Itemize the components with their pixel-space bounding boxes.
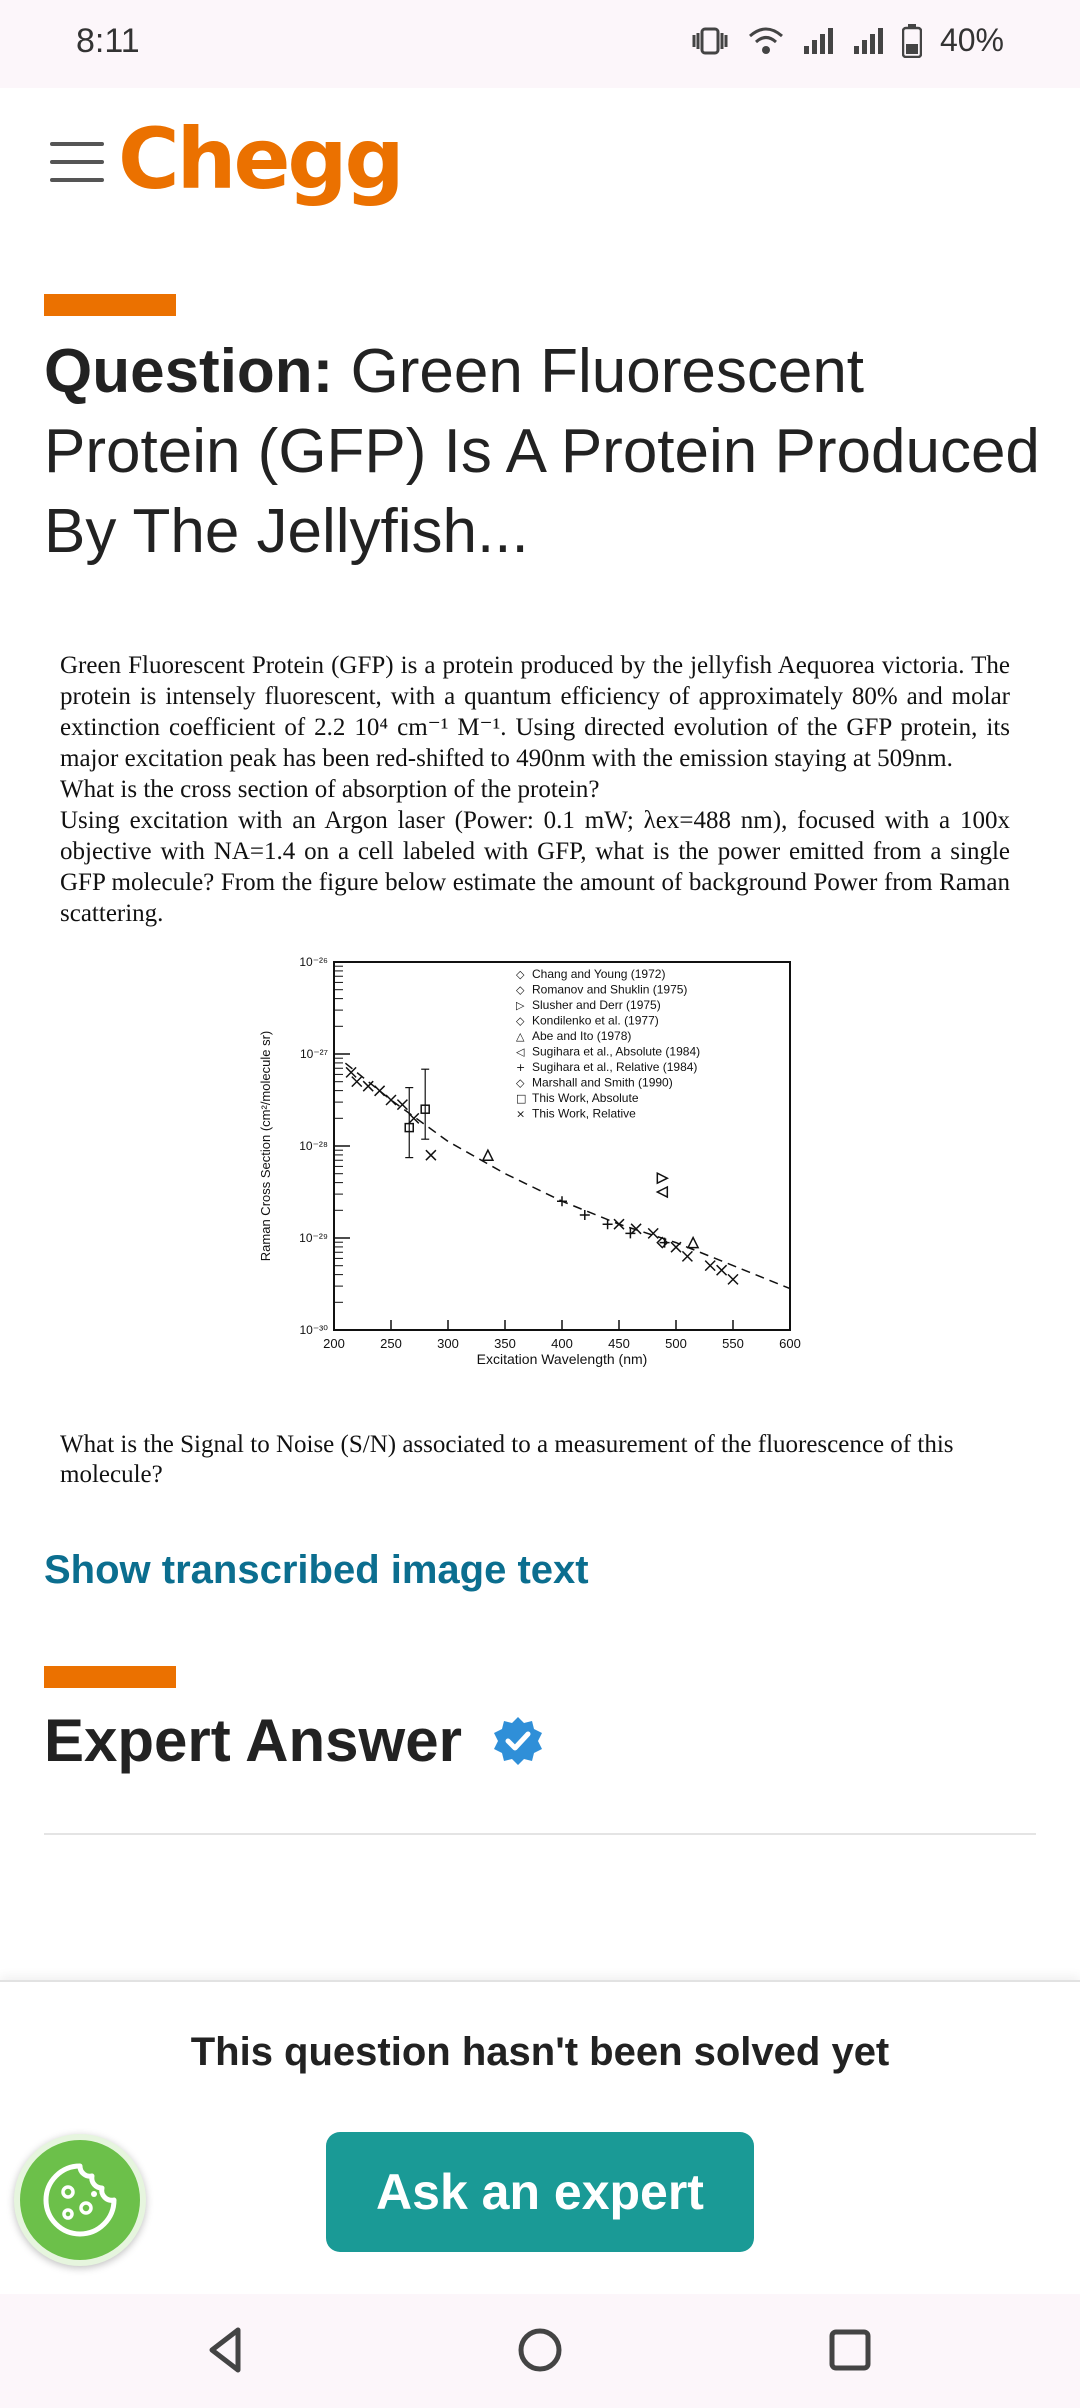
unsolved-message: This question hasn't been solved yet xyxy=(190,2030,890,2074)
legend-symbol: △ xyxy=(516,1030,525,1043)
y-tick-label: 10⁻²⁸ xyxy=(299,1139,328,1153)
legend-symbol: ◁ xyxy=(516,1045,525,1059)
raman-chart xyxy=(250,950,890,1370)
expert-answer-heading xyxy=(44,1706,544,1775)
data-point xyxy=(352,1077,362,1087)
signal-icon xyxy=(802,26,834,56)
expert-answer-title: Expert Answer xyxy=(44,1707,462,1774)
data-point xyxy=(671,1242,681,1252)
data-point xyxy=(625,1228,635,1238)
y-axis-label: Raman Cross Section (cm²/molecule sr) xyxy=(258,1030,273,1262)
x-tick-label: 250 xyxy=(380,1336,402,1351)
data-point xyxy=(705,1261,715,1271)
chegg-logo[interactable]: Chegg xyxy=(118,110,402,208)
data-point xyxy=(603,1219,613,1229)
data-point xyxy=(426,1150,436,1160)
data-point xyxy=(688,1238,698,1248)
legend-symbol: + xyxy=(516,1061,526,1074)
legend-label: This Work, Absolute xyxy=(532,1091,639,1105)
data-point xyxy=(346,1067,356,1077)
legend-symbol: × xyxy=(516,1107,526,1121)
legend-symbol: ◇ xyxy=(516,1076,525,1090)
legend-symbol: ◇ xyxy=(516,1014,525,1028)
status-time: 8:11 xyxy=(76,22,140,60)
status-bar xyxy=(0,0,1080,88)
data-point xyxy=(397,1100,407,1110)
chart-svg xyxy=(250,950,890,1370)
x-tick-label: 550 xyxy=(722,1336,744,1351)
data-point xyxy=(557,1196,567,1206)
legend-label: Slusher and Derr (1975) xyxy=(532,998,661,1012)
data-point xyxy=(614,1219,624,1229)
y-tick-label: 10⁻²⁶ xyxy=(299,955,328,969)
ask-expert-button[interactable]: Ask an expert xyxy=(326,2132,754,2252)
x-tick-label: 600 xyxy=(779,1336,801,1351)
data-point xyxy=(657,1187,667,1197)
question-title-text: Green Fluorescent Protein (GFP) Is A Protein Produced By The Jellyfish... xyxy=(44,337,1040,566)
x-tick-label: 200 xyxy=(323,1336,345,1351)
cookie-settings-button[interactable] xyxy=(14,2134,146,2266)
hamburger-menu-icon[interactable] xyxy=(50,142,104,186)
legend-symbol: ▷ xyxy=(516,999,525,1012)
divider xyxy=(44,1833,1036,1835)
legend-label: Sugihara et al., Absolute (1984) xyxy=(532,1044,701,1059)
y-tick-label: 10⁻²⁹ xyxy=(299,1231,328,1245)
x-axis-label: Excitation Wavelength (nm) xyxy=(476,1351,648,1367)
y-tick-label: 10⁻²⁷ xyxy=(299,1047,328,1061)
vibrate-icon xyxy=(690,25,730,57)
back-icon[interactable] xyxy=(196,2320,256,2380)
question-title xyxy=(44,332,1044,572)
data-point xyxy=(363,1081,373,1091)
legend-label: Marshall and Smith (1990) xyxy=(532,1075,673,1090)
battery-icon xyxy=(902,24,922,58)
legend-label: Romanov and Shuklin (1975) xyxy=(532,982,688,997)
data-point xyxy=(375,1086,385,1096)
accent-bar xyxy=(44,294,176,316)
x-tick-label: 350 xyxy=(494,1336,516,1351)
system-nav-bar xyxy=(0,2294,1080,2408)
legend-symbol: □ xyxy=(516,1092,527,1105)
show-transcribed-text-link[interactable]: Show transcribed image text xyxy=(44,1548,589,1592)
question-paragraph: Using excitation with an Argon laser (Power: 0.1 mW; λex=488 nm), focused with a 100x objective with NA=1.4 on a cell labeled with GFP, what is the power emitted from a single GFP molecule? From the figure below estimate the amount of background Power from Raman scattering. xyxy=(60,807,1010,927)
legend-label: Sugihara et al., Relative (1984) xyxy=(532,1060,698,1074)
home-icon[interactable] xyxy=(510,2320,570,2380)
question-followup: What is the Signal to Noise (S/N) associated to a measurement of the fluorescence of this molecule? xyxy=(60,1431,954,1488)
wifi-icon xyxy=(748,26,784,56)
data-point xyxy=(728,1274,738,1284)
legend-label: This Work, Relative xyxy=(532,1106,636,1121)
legend-label: Kondilenko et al. (1977) xyxy=(532,1013,659,1028)
data-point xyxy=(657,1173,667,1183)
legend-symbol: ◇ xyxy=(516,968,525,981)
y-tick-label: 10⁻³⁰ xyxy=(299,1323,328,1337)
data-point xyxy=(682,1251,692,1261)
question-image xyxy=(60,650,1010,1500)
x-tick-label: 400 xyxy=(551,1336,573,1351)
question-paragraph: Green Fluorescent Protein (GFP) is a protein produced by the jellyfish Aequorea victoria. The protein is intensely fluorescent, with a quantum efficiency of approximately 80% and molar extinction coefficient of 2.2 10⁴ cm⁻¹ M⁻¹. Using directed evolution of the GFP protein, its major excitation peak has been red-shifted to 490nm with the emission staying at 509nm. xyxy=(60,652,1010,772)
legend-label: Chang and Young (1972) xyxy=(532,967,666,981)
question-label: Question: xyxy=(44,337,334,406)
data-point xyxy=(717,1265,727,1275)
data-point xyxy=(386,1095,396,1105)
cookie-icon xyxy=(38,2158,122,2242)
x-tick-label: 450 xyxy=(608,1336,630,1351)
unsolved-sheet xyxy=(0,1980,1080,2294)
x-tick-label: 500 xyxy=(665,1336,687,1351)
legend-symbol: ◇ xyxy=(516,983,525,997)
legend-label: Abe and Ito (1978) xyxy=(532,1029,632,1043)
verified-badge-icon xyxy=(492,1715,544,1767)
app-header xyxy=(0,88,1080,248)
data-point xyxy=(483,1150,493,1160)
x-tick-label: 300 xyxy=(437,1336,459,1351)
recents-icon[interactable] xyxy=(820,2320,880,2380)
accent-bar xyxy=(44,1666,176,1688)
question-body xyxy=(60,650,1010,929)
signal-icon xyxy=(852,26,884,56)
status-icons xyxy=(690,22,1004,59)
question-paragraph: What is the cross section of absorption of the protein? xyxy=(60,776,600,803)
battery-percent: 40% xyxy=(939,22,1004,58)
